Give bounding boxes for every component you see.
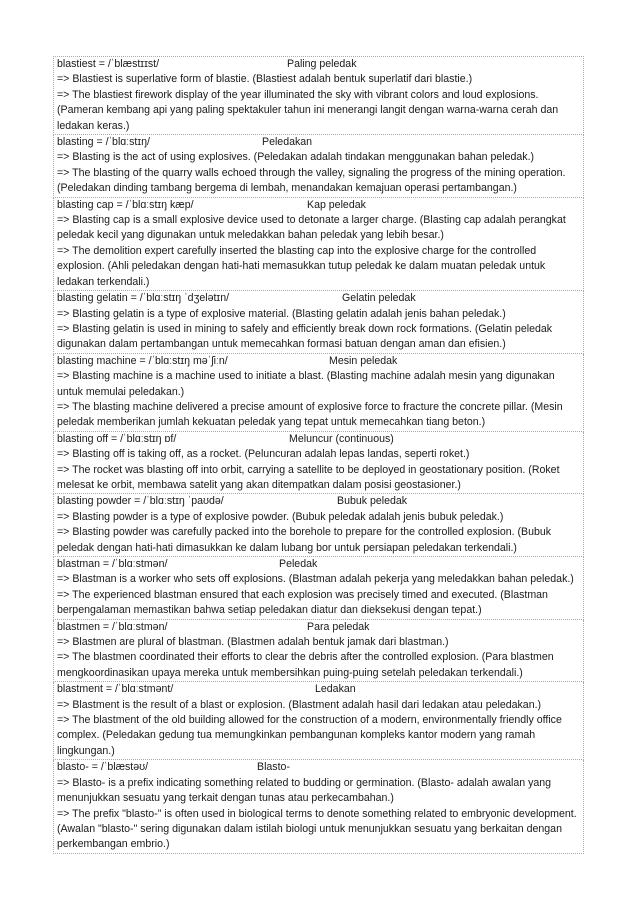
entry-example: => The experienced blastman ensured that each explosion was precisely timed and executed. (Blastman berpengalaman memastikan bahwa setiap peledakan diatur dan dieksekusi dengan tepat.) (57, 588, 548, 617)
dictionary-entry (53, 620, 584, 683)
entry-term: blastment = /ˈblɑːstmənt/ (57, 683, 174, 696)
dictionary-entry (53, 198, 584, 291)
entry-example: => The blastmen coordinated their efforts to clear the debris after the controlled explosion. (Para blastmen mengkoordinasikan upaya mereka untuk membersihkan puing-puing setelah peledakan terkendali.) (57, 651, 554, 679)
entry-definition: => Blasting cap is a small explosive device used to detonate a larger charge. (Blasting cap adalah perangkat peledak kecil yang digunakan untuk meledakkan bahan peledak yang lebih besar.) (57, 214, 566, 242)
entry-definition: => Blasting gelatin is a type of explosive material. (Blasting gelatin adalah jenis bahan peledak.) (57, 307, 506, 320)
entry-definition: => Blasting machine is a machine used to initiate a blast. (Blasting machine adalah mesin yang digunakan untuk memulai peledakan.) (57, 370, 555, 398)
dictionary-entry (53, 682, 584, 760)
entry-translation: Kap peledak (307, 198, 366, 211)
entry-term: blasting powder = /ˈblɑːstɪŋ ˈpaʊdə/ (57, 495, 224, 508)
entry-header (57, 354, 581, 369)
dictionary-entry (53, 760, 584, 853)
dictionary-entry (53, 135, 584, 198)
entry-definition: => Blasting powder is a type of explosive powder. (Bubuk peledak adalah jenis bubuk peledak.) (57, 510, 504, 523)
entry-translation: Peledak (279, 558, 318, 570)
dictionary-entry (53, 494, 584, 557)
entry-definition: => Blastment is the result of a blast or explosion. (Blastment adalah hasil dari ledakan atau peledakan.) (57, 698, 542, 711)
entry-translation: Paling peledak (287, 58, 357, 70)
entry-term: blasting off = /ˈblɑːstɪŋ ɒf/ (57, 432, 177, 445)
entry-example: => Blasting gelatin is used in mining to safely and efficiently break down rock formations. (Gelatin peledak digunakan dalam pertambangan untuk memecahkan formasi batuan dengan aman dan efisien.) (57, 322, 553, 351)
entry-definition: => Blasting is the act of using explosives. (Peledakan adalah tindakan menggunakan bahan peledak.) (57, 151, 535, 164)
entry-translation: Peledakan (262, 136, 313, 149)
entry-term: blasting machine = /ˈblɑːstɪŋ məˈʃiːn/ (57, 354, 228, 367)
entry-translation: Ledakan (315, 683, 356, 696)
entry-term: blastmen = /ˈblɑːstmən/ (57, 620, 168, 633)
entry-header (57, 760, 581, 775)
entry-header (57, 291, 581, 306)
entry-definition: => Blastman is a worker who sets off explosions. (Blastman adalah pekerja yang meledakkan bahan peledak.) (57, 573, 574, 586)
dictionary-entry (53, 56, 584, 135)
entry-definition: => Blastiest is superlative form of blastie. (Blastiest adalah bentuk superlatif dari blastie.) (57, 73, 473, 86)
entry-header (57, 198, 581, 213)
entry-translation: Gelatin peledak (342, 292, 416, 305)
entry-definition: => Blasting off is taking off, as a rocket. (Peluncuran adalah lepas landas, seperti roket.) (57, 448, 470, 461)
entry-example: => The prefix "blasto-" is often used in biological terms to denote something related to embryonic development. (Awalan "blasto-" sering digunakan dalam istilah biologi untuk menunjukkan sesuatu yang berkaitan dengan perkembangan embrio.) (57, 807, 577, 851)
dictionary-entry (53, 354, 584, 432)
entry-translation: Meluncur (continuous) (289, 432, 394, 445)
entry-example: => The blastiest firework display of the year illuminated the sky with vibrant colors and loud explosions. (Pameran kembang api yang paling spektakuler tahun ini menerangi langit dengan warna-warna cerah dan ledakan keras.) (57, 88, 559, 132)
entry-term: blastiest = /ˈblæstɪɪst/ (57, 58, 160, 70)
dictionary-entry (53, 557, 584, 620)
entry-header (57, 557, 581, 572)
entry-example: => Blasting powder was carefully packed into the borehole to prepare for the controlled explosion. (Bubuk peledak dengan hati-hati dimasukkan ke dalam lubang bor untuk persiapan peledakan terkendali.) (57, 526, 552, 554)
entry-translation: Blasto- (257, 761, 290, 774)
entry-example: => The rocket was blasting off into orbit, carrying a satellite to be deployed in geostationary position. (Roket melesat ke orbit, membawa satelit yang akan ditempatkan dalam posisi geostasioner.) (57, 463, 560, 491)
entry-term: blasting cap = /ˈblɑːstɪŋ kæp/ (57, 198, 194, 211)
entry-definition: => Blastmen are plural of blastman. (Blastmen adalah bentuk jamak dari blastman.) (57, 636, 449, 649)
entry-header (57, 432, 581, 447)
entry-header (57, 57, 581, 72)
entry-term: blasto- = /ˈblæstəʊ/ (57, 761, 149, 774)
entry-translation: Bubuk peledak (337, 495, 408, 508)
dictionary-entry (53, 432, 584, 495)
entry-term: blasting = /ˈblɑːstɪŋ/ (57, 136, 150, 149)
entry-translation: Mesin peledak (329, 354, 398, 367)
entry-example: => The blasting of the quarry walls echoed through the valley, signaling the progress of the mining operation. (Peledakan dinding tambang bergema di lembah, menandakan kemajuan operasi pertambangan.) (57, 166, 566, 195)
entry-header (57, 682, 581, 697)
entry-header (57, 135, 581, 150)
entry-definition: => Blasto- is a prefix indicating something related to budding or germination. (Blasto- adalah awalan yang menunjukkan sesuatu yang terkait dengan tunas atau perkecambahan.) (57, 776, 552, 805)
entry-header (57, 494, 581, 509)
entry-example: => The blastment of the old building allowed for the construction of a modern, environmentally friendly office complex. (Peledakan gedung tua memungkinkan pembangunan kompleks kantor modern yang ramah lingkungan.) (57, 714, 562, 757)
dictionary-page (53, 56, 584, 854)
entry-term: blasting gelatin = /ˈblɑːstɪŋ ˈdʒelətɪn/ (57, 292, 230, 305)
entry-term: blastman = /ˈblɑːstmən/ (57, 558, 168, 570)
entry-example: => The demolition expert carefully inserted the blasting cap into the explosive charge for the controlled explosion. (Ahli peledakan dengan hati-hati memasukkan tutup peledak ke dalam muatan peledak untuk ledakan terkendali.) (57, 244, 546, 288)
dictionary-entry (53, 291, 584, 354)
entry-translation: Para peledak (307, 620, 370, 633)
entry-example: => The blasting machine delivered a precise amount of explosive force to fracture the concrete pillar. (Mesin peledak memberikan jumlah kekuatan peledak yang tepat untuk memecahkan tiang beton.) (57, 400, 563, 429)
entry-header (57, 620, 581, 635)
